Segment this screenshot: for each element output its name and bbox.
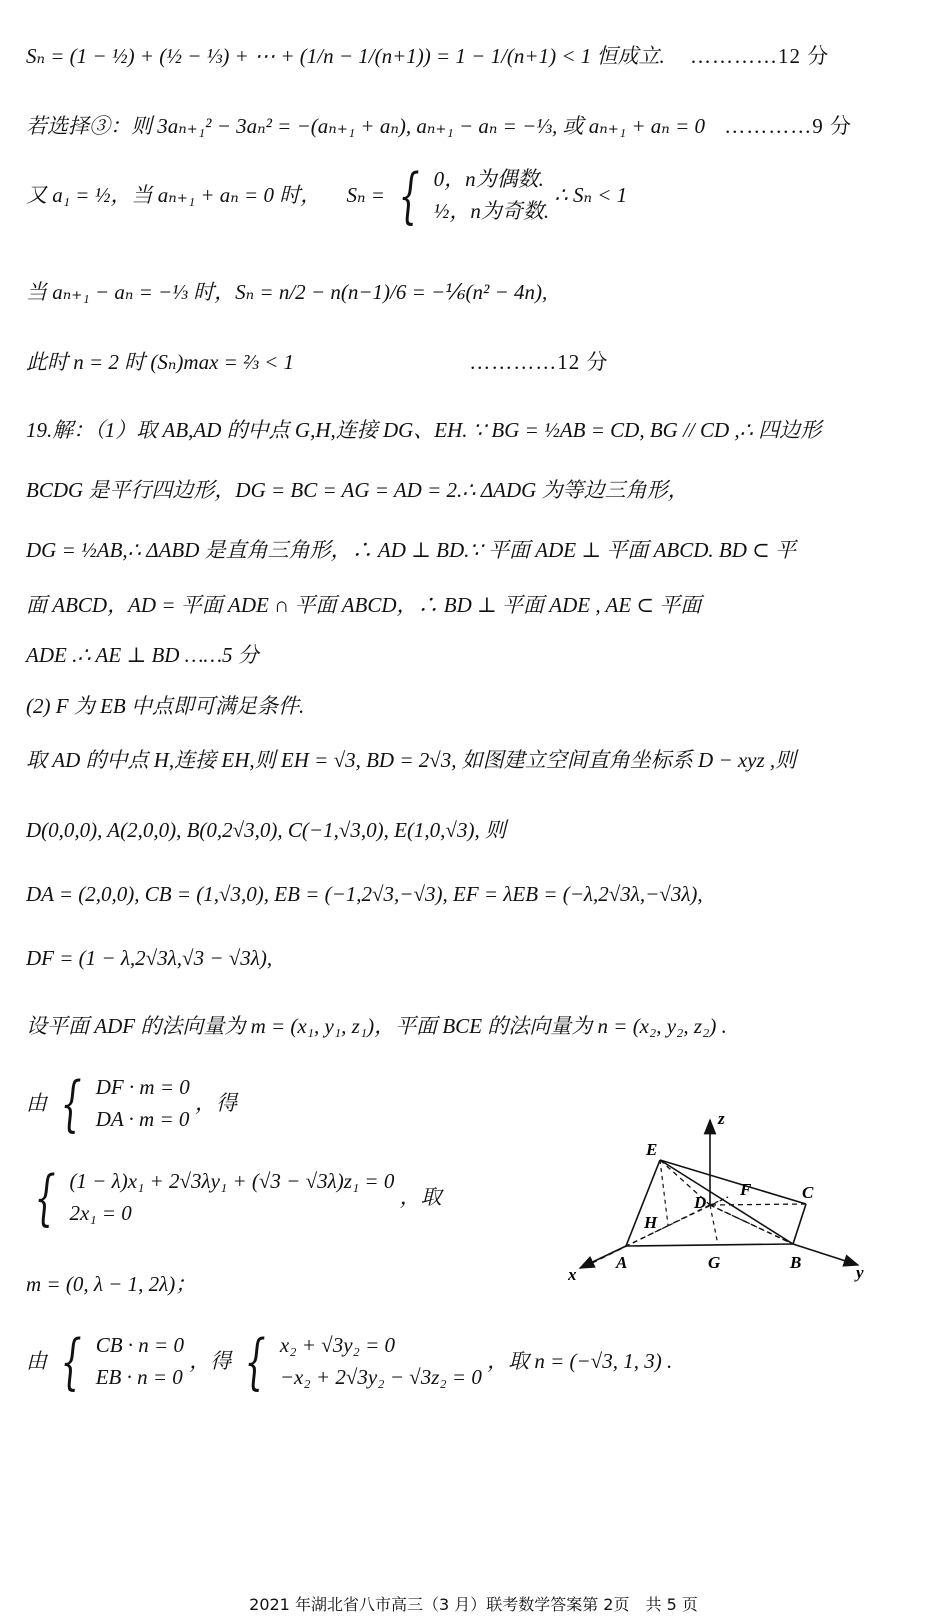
segment-eh [660,1160,668,1225]
coordinates-line [26,818,506,843]
formula-text: DA = (2,0,0), CB = (1,√3,0), EB = (−1,2√3,−√3), EF = λEB = (−λ,2√3λ,−√3λ), [26,882,703,906]
formula-text: 设平面 ADF 的法向量为 m = (x₁, y₁, z₁)，平面 BCE 的法向量为 n = (x₂, y₂, z₂) . [26,1014,727,1038]
edge-ec [660,1160,806,1204]
pyramid-coordinate-figure [568,1100,878,1290]
label-b: B [790,1253,802,1272]
edge-cd [710,1204,806,1205]
system-m-line [26,1068,238,1139]
formula-text: 面 ABCD，AD = 平面 ADE ∩ 平面 ABCD，∴ BD ⊥ 平面 ADE , AE ⊂ 平面 [26,593,702,617]
equation: 2x₁ = 0 [69,1200,132,1225]
edge-ab [626,1244,793,1246]
edge-eb [660,1160,793,1244]
system-n-line [26,1326,673,1397]
label-a: A [616,1253,628,1272]
formula-text: ，得 [189,1348,232,1373]
formula-text: m = (0, λ − 1, 2λ)； [26,1272,197,1296]
formula-text: ，取 [399,1184,442,1209]
case-even: 0，n为偶数. [433,167,544,191]
formula-text: 由 [26,1090,47,1115]
piecewise-cases [434,164,550,227]
equation: DA · m = 0 [95,1106,190,1131]
sn-symbol: Sₙ = [346,182,385,207]
left-brace: { [60,1326,82,1397]
score-points: …………12 分 [690,44,830,68]
equation: −x₂ + 2√3y₂ − √3z₂ = 0 [279,1364,482,1389]
label-y: y [856,1263,864,1282]
label-x: x [568,1265,577,1284]
formula-text: ，得 [195,1090,238,1115]
y-axis-hidden [710,1205,793,1244]
left-brace: { [245,1326,267,1397]
vector-m-line [26,1272,196,1297]
max-sum-line [26,350,609,375]
formula-text: 当 aₙ₊₁ − aₙ = −⅓ 时，Sₙ = n/2 − n(n−1)/6 = −⅙(n² − 4n), [26,280,548,304]
label-c: C [802,1183,814,1202]
piecewise-line [26,160,628,231]
formula-text: DF = (1 − λ,2√3λ,√3 − √3λ), [26,946,273,970]
equation: CB · n = 0 [95,1333,184,1357]
edge-bc [793,1204,806,1244]
formula-text: DG = ½AB,∴ ΔABD 是直角三角形，∴ AD ⊥ BD.∵ 平面 ADE ⊥ 平面 ABCD. BD ⊂ 平 [26,538,796,562]
formula-text: ，取 n = (−√3, 1, 3) . [487,1348,673,1373]
equation-system [96,1072,190,1135]
label-h: H [644,1213,658,1232]
label-e: E [646,1140,658,1159]
vectors-line [26,882,703,907]
left-brace: { [60,1068,82,1139]
coord-system-line [26,748,796,773]
equation: EB · n = 0 [95,1364,183,1389]
equation-system [96,1330,184,1393]
equation: DF · m = 0 [95,1075,190,1099]
left-brace: { [34,1162,56,1233]
page-footer: 2021 年湖北省八市高三（3 月）联考数学答案第 2页 共 5 页 [249,1595,698,1614]
choice-3-line [26,114,852,139]
vector-df-line [26,946,272,971]
formula-text: ADE .∴ AE ⊥ BD ……5 分 [26,643,259,667]
case-odd: ½，n为奇数. [433,198,550,223]
equation: (1 − λ)x₁ + 2√3λy₁ + (√3 − √3λ)z₁ = 0 [69,1169,395,1193]
equation: x₂ + √3y₂ = 0 [279,1333,396,1357]
q19-line1 [26,418,821,443]
score-points: …………9 分 [724,114,852,138]
q19-line5 [26,643,259,668]
formula-text: 取 AD 的中点 H,连接 EH,则 EH = √3, BD = 2√3, 如图建立空间直角坐标系 D − xyz ,则 [26,748,797,772]
formula-text: 此时 n = 2 时 (Sₙ)max = ⅔ < 1 [26,350,294,374]
formula-text: ∴ Sₙ < 1 [554,182,628,207]
formula-text: (2) F 为 EB 中点即可满足条件. [26,694,305,718]
label-g: G [708,1253,721,1272]
q19-part2-line [26,694,304,719]
equation-system [69,1166,394,1229]
sum-telescoping-line [26,44,829,69]
score-points: …………12 分 [469,350,609,374]
left-brace: { [398,160,420,231]
y-axis [793,1244,858,1265]
formula-text: 又 a₁ = ½，当 aₙ₊₁ + aₙ = 0 时， [26,182,322,207]
system-m-expanded-line [26,1162,442,1233]
difference-case-line [26,280,547,305]
q19-line2 [26,478,689,503]
formula-text: 若选择③：则 3aₙ₊₁² − 3aₙ² = −(aₙ₊₁ + aₙ), aₙ₊₁ − aₙ = −⅓, 或 aₙ₊₁ + aₙ = 0 [26,114,705,138]
formula-text: 由 [26,1348,47,1373]
normal-vectors-line [26,1014,727,1039]
q19-line4 [26,593,701,618]
label-d: D [694,1193,707,1212]
label-f: F [740,1180,752,1199]
formula-text: 19.解：（1）取 AB,AD 的中点 G,H,连接 DG、EH. ∵ BG = ½AB = CD, BG // CD ,∴ 四边形 [26,418,822,442]
formula-text: Sₙ = (1 − ½) + (½ − ⅓) + ⋯ + (1/n − 1/(n+1)) = 1 − 1/(n+1) < 1 恒成立. [26,44,665,68]
q19-line3 [26,538,796,563]
formula-text: D(0,0,0), A(2,0,0), B(0,2√3,0), C(−1,√3,0), E(1,0,√3), 则 [26,818,506,842]
segment-dg [710,1205,718,1245]
edge-ea [626,1160,660,1246]
label-z: z [718,1109,725,1128]
equation-system [280,1330,482,1393]
formula-text: BCDG 是平行四边形，DG = BC = AG = AD = 2.∴ ΔADG 为等边三角形， [26,478,689,502]
